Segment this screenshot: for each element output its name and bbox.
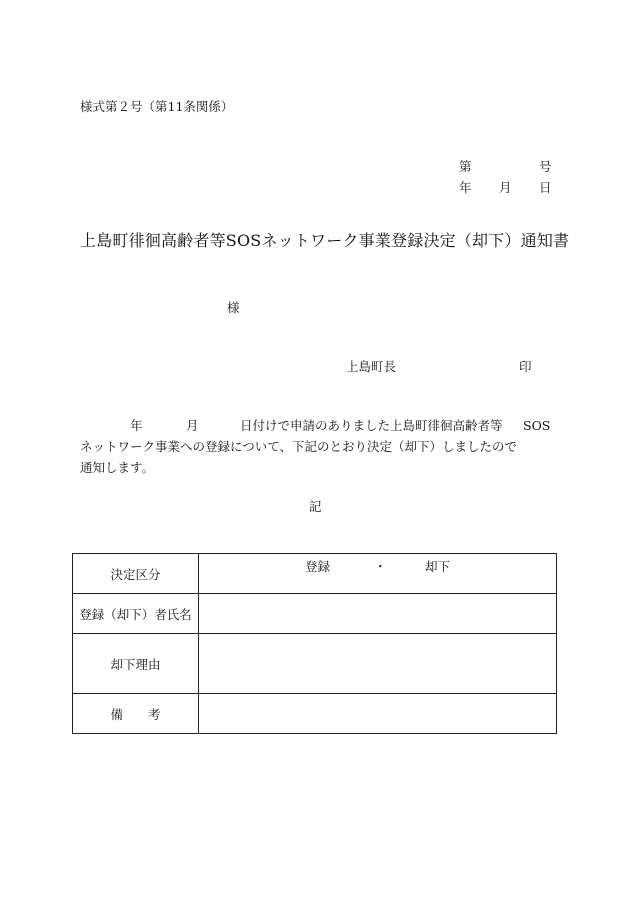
remarks-label: 備 考 <box>73 694 199 734</box>
registration-table <box>72 553 557 734</box>
table-row <box>73 634 557 694</box>
date-month: 月 <box>499 180 512 195</box>
body-year: 年 <box>130 418 143 433</box>
decision-label: 決定区分 <box>73 554 199 594</box>
ki-heading: 記 <box>309 499 322 514</box>
issuer-name: 上島町長 <box>346 359 397 374</box>
addressee-suffix: 様 <box>227 300 240 315</box>
form-number: 様式第２号（第11条関係） <box>80 99 234 114</box>
notice-body <box>80 415 555 478</box>
option-register: 登録 <box>305 559 331 574</box>
date-day: 日 <box>539 180 552 195</box>
date-year: 年 <box>459 180 472 195</box>
number-prefix: 第 <box>459 159 472 174</box>
document-title: 上島町徘徊高齢者等SOSネットワーク事業登録決定（却下）通知書 <box>80 231 570 250</box>
table-row <box>73 694 557 734</box>
seal-mark: 印 <box>519 359 532 374</box>
body-line-1-text: 日付けで申請のありました上島町徘徊高齢者等 <box>240 418 503 433</box>
body-line-3: 通知します。 <box>80 460 155 475</box>
body-line-1 <box>80 415 555 436</box>
table-row <box>73 554 557 594</box>
table-row <box>73 594 557 634</box>
remarks-field <box>199 694 557 734</box>
body-month: 月 <box>186 418 199 433</box>
reason-label: 却下理由 <box>73 634 199 694</box>
name-field <box>199 594 557 634</box>
decision-options <box>199 554 557 594</box>
number-suffix: 号 <box>539 159 552 174</box>
body-sos: SOS <box>523 418 551 433</box>
body-line-2: ネットワーク事業への登録について、下記のとおり決定（却下）しましたので <box>80 439 518 454</box>
name-label: 登録（却下）者氏名 <box>73 594 199 634</box>
option-separator: ・ <box>374 559 387 574</box>
option-reject: 却下 <box>425 559 451 574</box>
reason-field <box>199 634 557 694</box>
